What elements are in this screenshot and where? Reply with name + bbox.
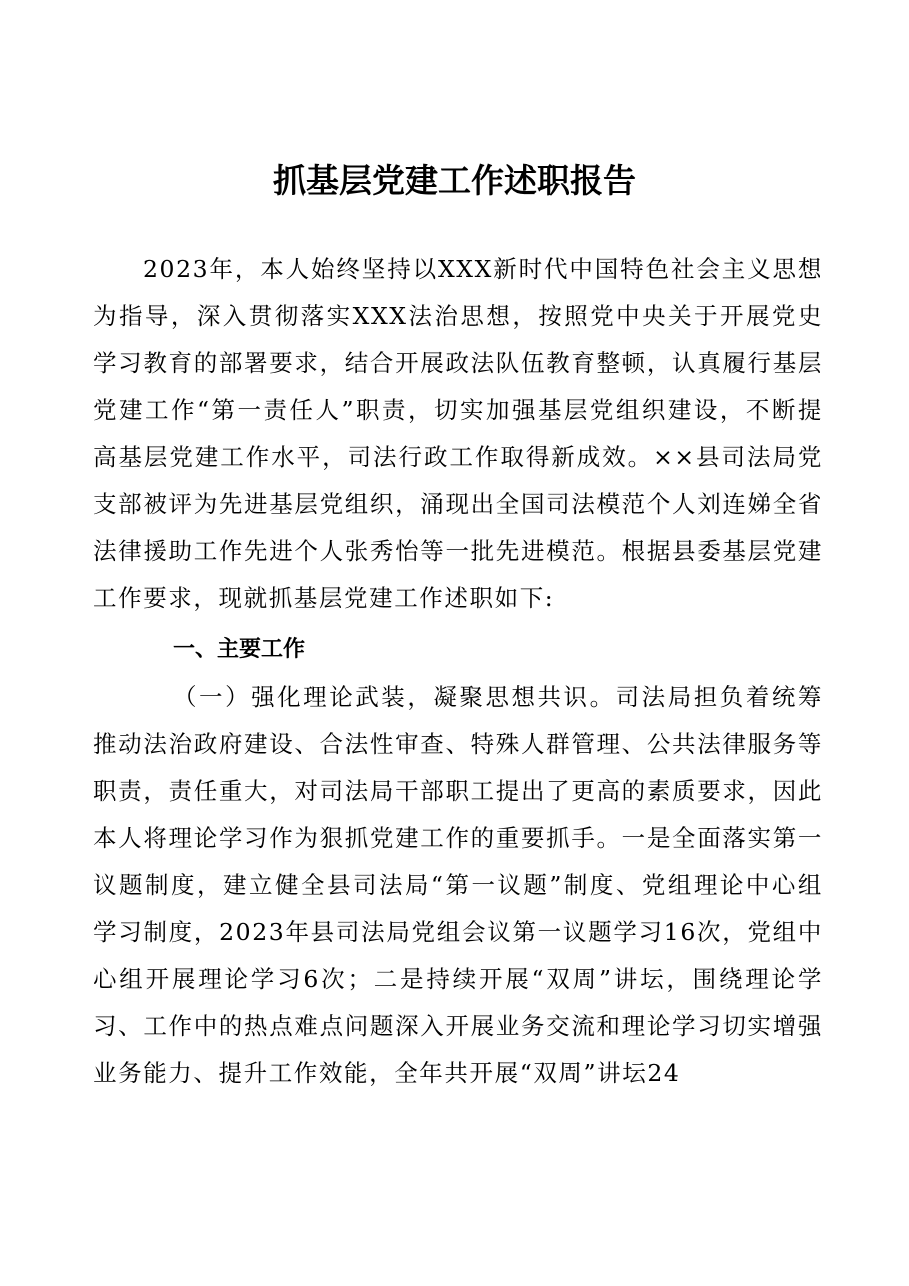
document-title: 抓基层党建工作述职报告 bbox=[273, 161, 636, 200]
section-paragraph-theory-study: （一）强化理论武装，凝聚思想共识。司法局担负着统筹推动法治政府建设、合法性审查、特殊人群管理、公共法律服务等职责，责任重大，对司法局干部职工提出了更高的素质要求，因此本人将理论学习作为狠抓党建工作的重要抓手。一是全面落实第一议题制度，建立健全县司法局“第一议题”制度、党组理论中心组学习制度，2023年县司法局党组会议第一议题学习16次，党组中心组开展理论学习6次；二是持续开展“双周”讲坛，围绕理论学习、工作中的热点难点问题深入开展业务交流和理论学习切实增强业务能力、提升工作效能，全年共开展“双周”讲坛24 bbox=[93, 683, 823, 1087]
intro-paragraph: 2023年，本人始终坚持以XXX新时代中国特色社会主义思想为指导，深入贯彻落实XXX法治思想，按照党中央关于开展党史学习教育的部署要求，结合开展政法队伍教育整顿，认真履行基层党建工作“第一责任人”职责，切实加强基层党组织建设，不断提高基层党建工作水平，司法行政工作取得新成效。××县司法局党支部被评为先进基层党组织，涌现出全国司法模范个人刘连娣全省法律援助工作先进个人张秀怡等一批先进模范。根据县委基层党建工作要求，现就抓基层党建工作述职如下: bbox=[93, 255, 823, 612]
section-heading-main-work: 一、主要工作 bbox=[173, 637, 306, 662]
